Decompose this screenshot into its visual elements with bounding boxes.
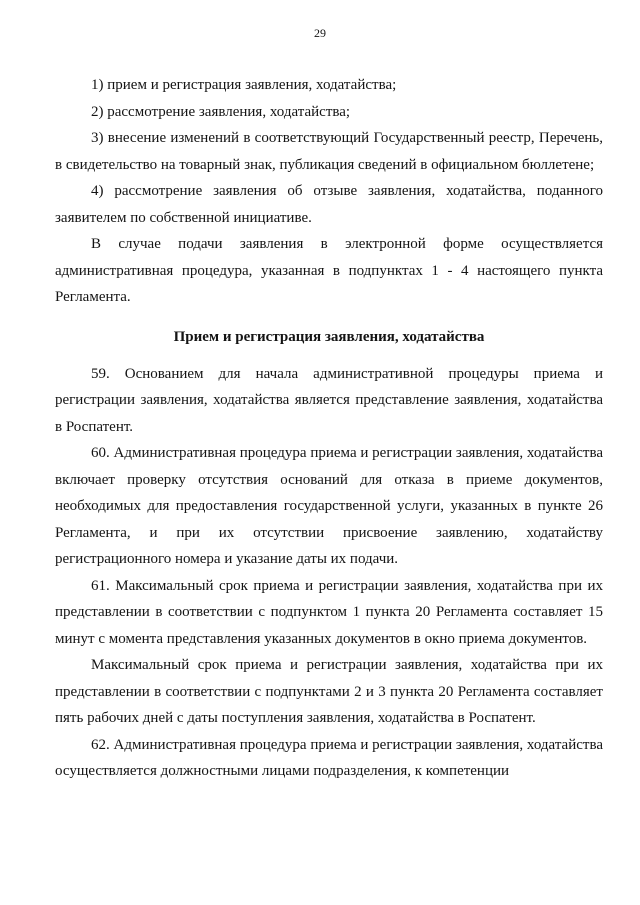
list-item-3: 3) внесение изменений в соответствующий Государственный реестр, Перечень, в свидетельство на товарный знак, публикация сведений в официальном бюллетене;	[55, 130, 603, 173]
page-number: 29	[314, 26, 326, 40]
paragraph-61: 61. Максимальный срок приема и регистрации заявления, ходатайства при их представлении в соответствии с подпунктом 1 пункта 20 Регламента составляет 15 минут с момента представления указанных документов в окно приема документов.	[55, 577, 603, 647]
list-item-4: 4) рассмотрение заявления об отзыве заявления, ходатайства, поданного заявителем по собственной инициативе.	[55, 183, 603, 226]
paragraph-60: 60. Административная процедура приема и регистрации заявления, ходатайства включает проверку отсутствия оснований для отказа в приеме документов, необходимых для предоставления государственной услуги, указанных в пункте 26 Регламента, и при их отсутствии присвоение заявлению, ходатайству регистрационного номера и указание даты их подачи.	[55, 445, 603, 567]
paragraph-62: 62. Административная процедура приема и регистрации заявления, ходатайства осуществляется должностными лицами подразделения, к компетенции	[55, 736, 603, 779]
document-body	[55, 72, 603, 785]
electronic-form-paragraph: В случае подачи заявления в электронной форме осуществляется административная процедура, указанная в подпунктах 1 - 4 настоящего пункта Регламента.	[55, 236, 603, 305]
paragraph-59: 59. Основанием для начала административной процедуры приема и регистрации заявления, ходатайства является представление заявления, ходатайства в Роспатент.	[55, 365, 603, 435]
section-heading: Прием и регистрация заявления, ходатайства	[173, 328, 485, 345]
list-item-2: 2) рассмотрение заявления, ходатайства;	[91, 103, 351, 120]
paragraph-61-second: Максимальный срок приема и регистрации заявления, ходатайства при их представлении в соответствии с подпунктами 2 и 3 пункта 20 Регламента составляет пять рабочих дней с даты поступления заявления, ходатайства в Роспатент.	[55, 657, 603, 726]
list-item-1: 1) прием и регистрация заявления, ходатайства;	[91, 77, 397, 93]
